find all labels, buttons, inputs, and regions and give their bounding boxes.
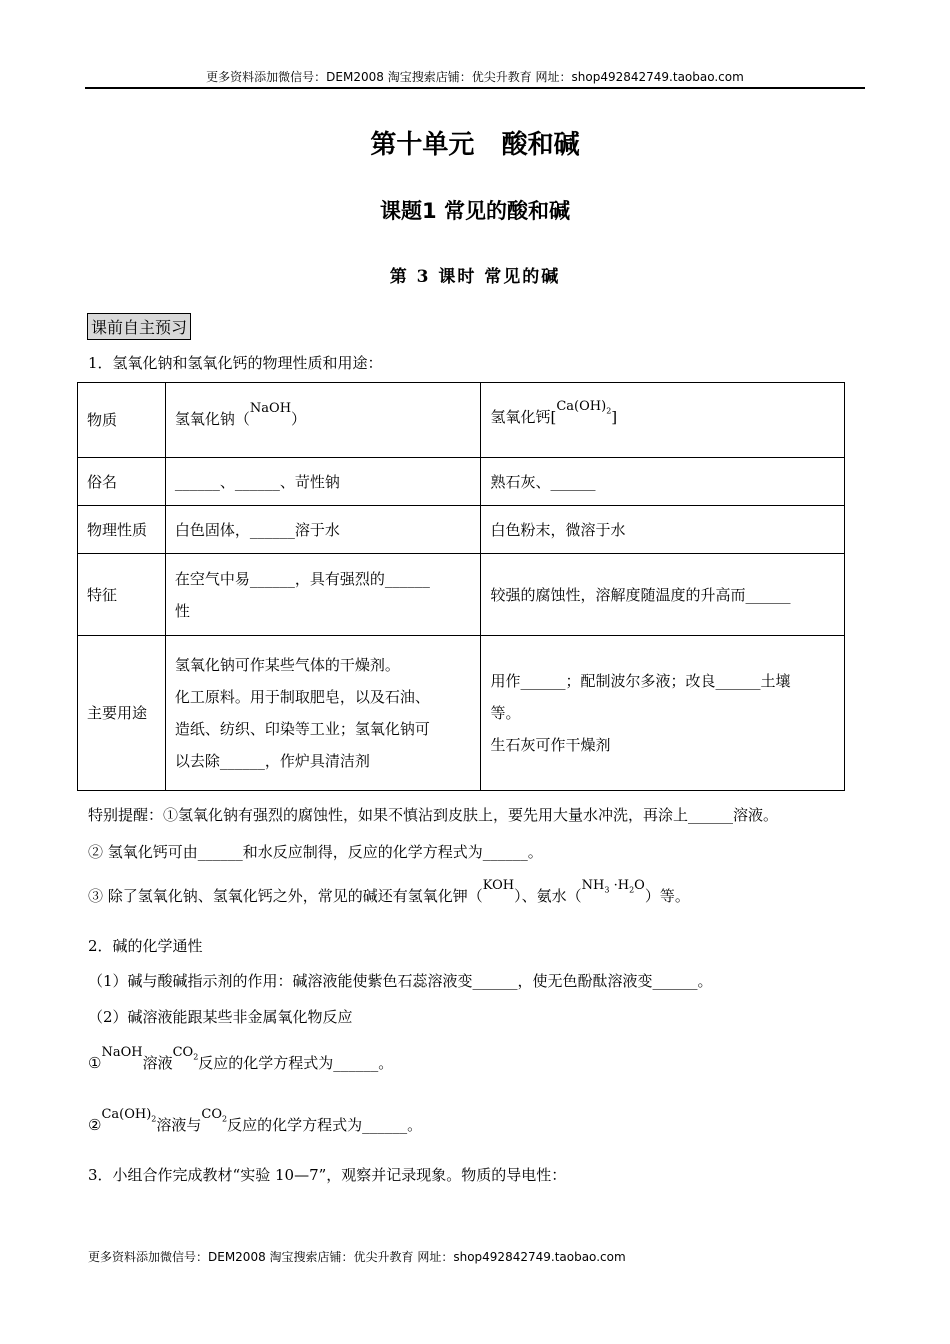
label-text: ） <box>291 410 307 428</box>
row-label: 物理性质 <box>78 506 166 554</box>
formula-text: CO <box>172 1045 194 1060</box>
page-footer: 更多资料添加微信号：DEM2008 淘宝搜索店铺：优尖升教育 网址：shop492842749.taobao.com <box>88 1250 626 1264</box>
formula-nh3h2o <box>582 878 645 893</box>
question-2-2: （2）碱溶液能跟某些非金属氧化物反应 <box>88 1008 353 1026</box>
row-label: 特征 <box>78 554 166 636</box>
reaction-text: 溶液 <box>142 1054 173 1072</box>
properties-table <box>77 382 845 791</box>
cell-line: 化工原料。用于制取肥皂，以及石油、 <box>174 688 430 706</box>
formula-sub: 3 <box>604 885 610 895</box>
formula-naoh: NaOH <box>249 401 292 416</box>
lesson-title: 课题1 常见的酸和碱 <box>380 199 570 223</box>
cell-caoh: 熟石灰、______ <box>481 458 845 506</box>
label-text: 氢氧化钠（ <box>174 410 250 428</box>
reaction-2 <box>88 1107 423 1136</box>
note-text: ③ 除了氢氧化钠、氢氧化钙之外，常见的碱还有氢氧化钾（ <box>88 887 483 905</box>
cell-line: 等。 <box>490 704 521 722</box>
reaction-1 <box>88 1045 394 1074</box>
question-1: 1．氢氧化钠和氢氧化钙的物理性质和用途： <box>88 354 383 372</box>
row-label: 俗名 <box>78 458 166 506</box>
formula-sub: 2 <box>606 406 612 416</box>
note-3 <box>88 878 690 907</box>
formula-caoh <box>101 1107 156 1122</box>
note-2: ② 氢氧化钙可由______和水反应制得，反应的化学方程式为______。 <box>88 843 543 861</box>
cell-line: 氢氧化钠可作某些气体的干燥剂。 <box>174 656 400 674</box>
formula-text: ·H <box>609 878 630 893</box>
header-cell-caoh <box>481 383 845 458</box>
formula-text: O <box>634 878 645 893</box>
table-row <box>78 554 845 636</box>
cell-naoh: ______、______、苛性钠 <box>165 458 481 506</box>
header-rule <box>85 87 865 89</box>
cell-line: 在空气中易______，具有强烈的______ <box>174 569 430 588</box>
reaction-text: 反应的化学方程式为______。 <box>198 1054 394 1072</box>
period-title: 第 3 课时 常见的碱 <box>389 267 561 287</box>
cell-line: 造纸、纺织、印染等工业；氢氧化钠可 <box>174 720 430 738</box>
cell-naoh <box>165 636 481 791</box>
table-row <box>78 506 845 554</box>
formula-text: Ca(OH) <box>556 398 607 414</box>
formula-co2 <box>201 1107 227 1122</box>
page-header: 更多资料添加微信号：DEM2008 淘宝搜索店铺：优尖升教育 网址：shop492842749.taobao.com <box>206 70 744 84</box>
question-3: 3．小组合作完成教材“实验 10—7”，观察并记录现象。物质的导电性： <box>88 1166 567 1184</box>
unit-title: 第十单元 酸和碱 <box>370 130 580 160</box>
cell-caoh: 较强的腐蚀性，溶解度随温度的升高而______ <box>481 554 845 636</box>
row-label: 主要用途 <box>78 636 166 791</box>
label-text: ] <box>611 407 618 426</box>
formula-text: Ca(OH) <box>101 1107 152 1122</box>
header-cell-naoh <box>165 383 481 458</box>
formula-caoh <box>556 399 611 414</box>
formula-sub: 2 <box>629 885 635 895</box>
note-text: ）、氨水（ <box>514 887 582 905</box>
note-text: ）等。 <box>644 887 690 905</box>
cell-caoh: 白色粉末，微溶于水 <box>481 506 845 554</box>
formula-koh: KOH <box>482 878 515 893</box>
formula-sub: 2 <box>222 1114 228 1124</box>
note-1: 特别提醒：①氢氧化钠有强烈的腐蚀性，如果不慎沾到皮肤上，要先用大量水冲洗，再涂上______溶液。 <box>88 806 779 824</box>
cell-caoh <box>481 636 845 791</box>
cell-line: 用作______；配制波尔多液；改良______土壤 <box>490 672 791 690</box>
label-text: 氢氧化钙[ <box>490 407 557 426</box>
formula-naoh: NaOH <box>101 1045 143 1060</box>
cell-naoh: 白色固体，______溶于水 <box>165 506 481 554</box>
table-row <box>78 636 845 791</box>
cell-line: 性 <box>174 601 190 620</box>
table-row <box>78 458 845 506</box>
cell-line: 以去除______，作炉具清洁剂 <box>174 752 370 770</box>
table-row <box>78 383 845 458</box>
item-number: ② <box>88 1116 102 1134</box>
formula-text: CO <box>201 1107 223 1122</box>
formula-sub: 2 <box>151 1114 157 1124</box>
item-number: ① <box>88 1054 102 1072</box>
cell-line: 生石灰可作干燥剂 <box>490 736 611 754</box>
cell-naoh <box>165 554 481 636</box>
formula-co2 <box>173 1045 199 1060</box>
question-2-1: （1）碱与酸碱指示剂的作用：碱溶液能使紫色石蕊溶液变______，使无色酚酞溶液变______。 <box>88 972 713 990</box>
reaction-text: 反应的化学方程式为______。 <box>227 1116 423 1134</box>
question-2: 2．碱的化学通性 <box>88 937 203 955</box>
formula-text: NH <box>581 878 605 893</box>
reaction-text: 溶液与 <box>156 1116 202 1134</box>
section-label: 课前自主预习 <box>87 313 191 340</box>
formula-sub: 2 <box>193 1052 199 1062</box>
header-cell: 物质 <box>78 383 166 458</box>
